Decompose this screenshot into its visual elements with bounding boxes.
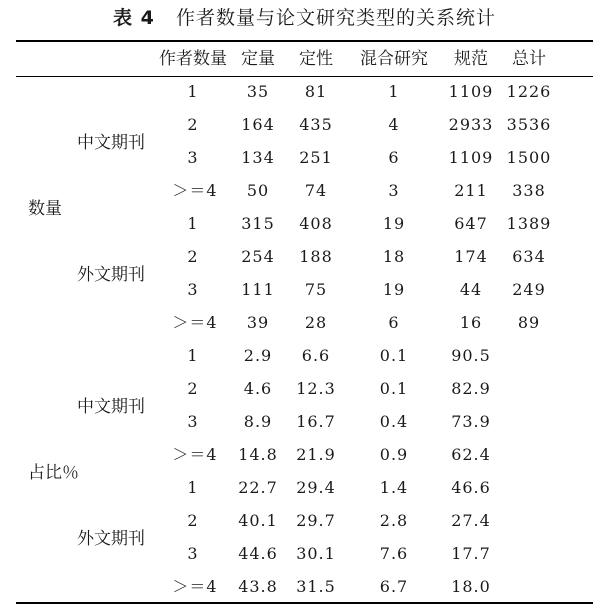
author-count-cell: 3 — [187, 280, 199, 299]
mixed-header: 混合研究 — [360, 49, 428, 69]
mixed-cell: 1 — [388, 82, 400, 101]
qualitative-cell: 21.9 — [296, 445, 336, 464]
qualitative-cell: 12.3 — [296, 379, 336, 398]
normative-cell: 18.0 — [451, 577, 491, 596]
total-header: 总计 — [512, 49, 546, 69]
total-cell: 634 — [512, 247, 546, 266]
mixed-cell: 18 — [382, 247, 406, 266]
total-cell: 1500 — [506, 148, 552, 167]
mixed-cell: 19 — [382, 214, 406, 233]
total-cell: 89 — [517, 313, 541, 332]
quantitative-cell: 254 — [241, 247, 275, 266]
normative-cell: 82.9 — [451, 379, 491, 398]
normative-cell: 2933 — [448, 115, 494, 134]
total-cell: 3536 — [506, 115, 552, 134]
qualitative-cell: 31.5 — [296, 577, 336, 596]
metric-section-label: 数量 — [28, 198, 62, 219]
quantitative-cell: 315 — [241, 214, 275, 233]
qualitative-cell: 29.7 — [296, 511, 336, 530]
author-count-cell: ＞＝4 — [172, 445, 218, 464]
journal-group-label: 中文期刊 — [77, 396, 145, 417]
quantitative-cell: 50 — [246, 181, 270, 200]
quantitative-cell: 14.8 — [238, 445, 278, 464]
mixed-cell: 19 — [382, 280, 406, 299]
normative-cell: 17.7 — [451, 544, 491, 563]
normative-cell: 211 — [454, 181, 488, 200]
normative-cell: 90.5 — [451, 346, 491, 365]
normative-header: 规范 — [454, 49, 488, 69]
total-cell: 1226 — [506, 82, 552, 101]
author-count-cell: 1 — [187, 214, 199, 233]
mixed-cell: 0.9 — [379, 445, 409, 464]
normative-cell: 46.6 — [451, 478, 491, 497]
quantitative-cell: 134 — [241, 148, 275, 167]
qualitative-cell: 16.7 — [296, 412, 336, 431]
normative-cell: 73.9 — [451, 412, 491, 431]
journal-group-label: 中文期刊 — [77, 132, 145, 153]
mixed-cell: 6 — [388, 148, 400, 167]
table-number: 表 4 — [113, 7, 155, 29]
author-count-cell: 2 — [187, 511, 199, 530]
quantitative-cell: 164 — [241, 115, 275, 134]
author-count-cell: 3 — [187, 412, 199, 431]
bottom-rule — [16, 602, 593, 604]
qualitative-cell: 28 — [304, 313, 328, 332]
normative-cell: 62.4 — [451, 445, 491, 464]
author-count-cell: 1 — [187, 346, 199, 365]
mixed-cell: 4 — [388, 115, 400, 134]
mixed-cell: 0.1 — [379, 379, 409, 398]
total-cell: 1389 — [506, 214, 552, 233]
qualitative-cell: 30.1 — [296, 544, 336, 563]
normative-cell: 16 — [459, 313, 483, 332]
mixed-cell: 7.6 — [379, 544, 409, 563]
journal-group-label: 外文期刊 — [77, 528, 145, 549]
mixed-cell: 6 — [388, 313, 400, 332]
normative-cell: 1109 — [448, 148, 494, 167]
mixed-cell: 6.7 — [379, 577, 409, 596]
mixed-cell: 3 — [388, 181, 400, 200]
author-count-cell: 1 — [187, 82, 199, 101]
qualitative-cell: 6.6 — [301, 346, 331, 365]
header-rule — [16, 76, 593, 77]
normative-cell: 27.4 — [451, 511, 491, 530]
total-cell: 338 — [512, 181, 546, 200]
table-title: 作者数量与论文研究类型的关系统计 — [175, 7, 496, 29]
normative-cell: 44 — [459, 280, 483, 299]
total-cell: 249 — [512, 280, 546, 299]
qualitative-cell: 74 — [304, 181, 328, 200]
qualitative-cell: 75 — [304, 280, 328, 299]
qualitative-cell: 251 — [299, 148, 333, 167]
mixed-cell: 0.4 — [379, 412, 409, 431]
mixed-cell: 2.8 — [379, 511, 409, 530]
quantitative-cell: 35 — [246, 82, 270, 101]
qualitative-cell: 81 — [304, 82, 328, 101]
quantitative-cell: 43.8 — [238, 577, 278, 596]
top-rule — [16, 40, 593, 42]
qualitative-cell: 29.4 — [296, 478, 336, 497]
mixed-cell: 1.4 — [379, 478, 409, 497]
quantitative-cell: 8.9 — [243, 412, 273, 431]
quantitative-cell: 2.9 — [243, 346, 273, 365]
metric-section-label: 占比％ — [28, 462, 79, 483]
quantitative-header: 定量 — [241, 49, 275, 69]
author-count-cell: 2 — [187, 379, 199, 398]
journal-group-label: 外文期刊 — [77, 264, 145, 285]
quantitative-cell: 111 — [241, 280, 275, 299]
qualitative-header: 定性 — [299, 49, 333, 69]
author-count-cell: 3 — [187, 148, 199, 167]
author-count-cell: 2 — [187, 115, 199, 134]
quantitative-cell: 22.7 — [238, 478, 278, 497]
normative-cell: 174 — [454, 247, 488, 266]
quantitative-cell: 39 — [246, 313, 270, 332]
quantitative-cell: 40.1 — [238, 511, 278, 530]
author-count-cell: 1 — [187, 478, 199, 497]
quantitative-cell: 4.6 — [243, 379, 273, 398]
author-count-cell: ＞＝4 — [172, 577, 218, 596]
table-caption — [0, 6, 609, 30]
qualitative-cell: 408 — [299, 214, 333, 233]
qualitative-cell: 435 — [299, 115, 333, 134]
author-count-cell: ＞＝4 — [172, 181, 218, 200]
quantitative-cell: 44.6 — [238, 544, 278, 563]
normative-cell: 1109 — [448, 82, 494, 101]
author-count-header: 作者数量 — [159, 49, 227, 69]
author-count-cell: 3 — [187, 544, 199, 563]
normative-cell: 647 — [454, 214, 488, 233]
qualitative-cell: 188 — [299, 247, 333, 266]
mixed-cell: 0.1 — [379, 346, 409, 365]
author-count-cell: ＞＝4 — [172, 313, 218, 332]
author-count-cell: 2 — [187, 247, 199, 266]
